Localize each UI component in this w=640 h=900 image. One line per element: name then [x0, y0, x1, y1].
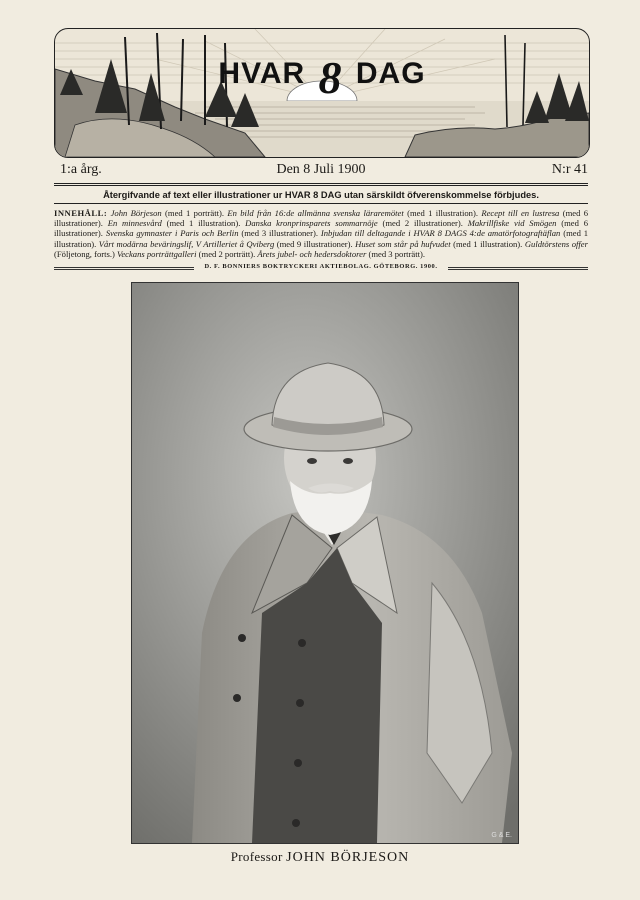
contents-entry — [99, 239, 353, 249]
contents-entry-note: (med 1 illustration). — [54, 228, 589, 249]
contents-entry-title: Svenska gymnaster i Paris och Berlin — [105, 228, 239, 239]
divider-rule — [54, 183, 588, 184]
contents-entry-note: (med 3 illustrationer). — [241, 228, 318, 239]
caption-name: JOHN BÖRJESON — [286, 850, 410, 865]
contents-entry-title: En minnesvård — [107, 218, 162, 229]
contents-entry-title: Makrillfiske vid Smögen — [467, 218, 557, 229]
contents-entry-note: (med 3 porträtt). — [368, 248, 426, 259]
issue-line — [54, 162, 588, 182]
contents-entry-note: (med 1 illustration). — [166, 218, 241, 229]
issue-date: Den 8 Juli 1900 — [276, 162, 366, 177]
contents-entry — [257, 249, 425, 259]
issue-number: N:r 41 — [551, 162, 588, 177]
contents-entry — [227, 208, 478, 218]
contents-entry-title: Danska kronprinsparets sommarnöje — [245, 218, 378, 229]
contents-entry-note: (med 1 illustration). — [453, 238, 523, 249]
printer-imprint: D. F. BONNIERS BOKTRYCKERI AKTIEBOLAG. GÖTEBORG. 1900. — [54, 263, 588, 273]
contents-entry — [245, 218, 463, 228]
contents-entry-note: (Följetong, forts.) — [54, 248, 115, 259]
contents-entry-note: (med 1 illustration). — [407, 208, 478, 218]
contents-entry — [106, 228, 318, 238]
contents-entry-note: (med 1 porträtt). — [165, 208, 224, 218]
contents-entry — [108, 218, 241, 228]
contents-entry-note: (med 9 illustrationer). — [276, 238, 353, 249]
volume-label: 1:a årg. — [60, 162, 102, 177]
contents-entry-title: Huset som står på hufvudet — [355, 238, 451, 249]
masthead-title-right: DAG — [355, 57, 426, 90]
contents-entry-note: (med 6 illustrationer). — [54, 218, 588, 239]
masthead-banner — [54, 28, 590, 158]
contents-entry-title: Veckans porträttgalleri — [117, 248, 197, 259]
portrait-halftone-illustration — [132, 283, 518, 843]
copyright-notice: Återgifvande af text eller illustrationer ur HVAR 8 DAG utan särskildt öfverenskommelse förbjudes. — [103, 190, 539, 200]
contents-entry — [355, 239, 522, 249]
contents-entry-note: (med 2 porträtt). — [198, 248, 256, 259]
portrait-photograph — [131, 282, 519, 844]
divider-rule — [54, 185, 588, 186]
contents-entry — [117, 249, 255, 259]
masthead-title — [55, 51, 589, 104]
masthead-title-left: HVAR — [218, 57, 306, 90]
contents-entry-title: Recept till en lustresa — [481, 208, 560, 218]
contents-entry-title: Inbjudan till deltagande i HVAR 8 DAGS 4:de amatörfotograftäflan — [320, 228, 561, 239]
divider-rule — [54, 203, 588, 204]
contents-entry-title: John Börjeson — [110, 208, 162, 218]
contents-entry-title: En bild från 16:de allmänna svenska läraremötet — [227, 208, 404, 218]
contents-entry-title: Årets jubel- och hedersdoktorer — [257, 248, 367, 259]
contents-label: INNEHÅLL: — [54, 208, 108, 218]
table-of-contents — [54, 208, 588, 259]
masthead-title-number: 8 — [318, 52, 343, 103]
contents-entry-note: (med 2 illustrationer). — [382, 218, 463, 229]
contents-entry-title: Vårt modärna beväringslif, V Artilleriet å Qviberg — [98, 238, 275, 249]
contents-entry — [111, 208, 224, 218]
portrait-caption — [0, 849, 640, 866]
engraver-mark: G & E. — [491, 832, 512, 839]
contents-entry-note: (med 6 illustrationer). — [54, 208, 589, 229]
caption-prefix: Professor — [230, 849, 283, 864]
contents-entry-title: Guldtörstens offer — [524, 238, 588, 249]
